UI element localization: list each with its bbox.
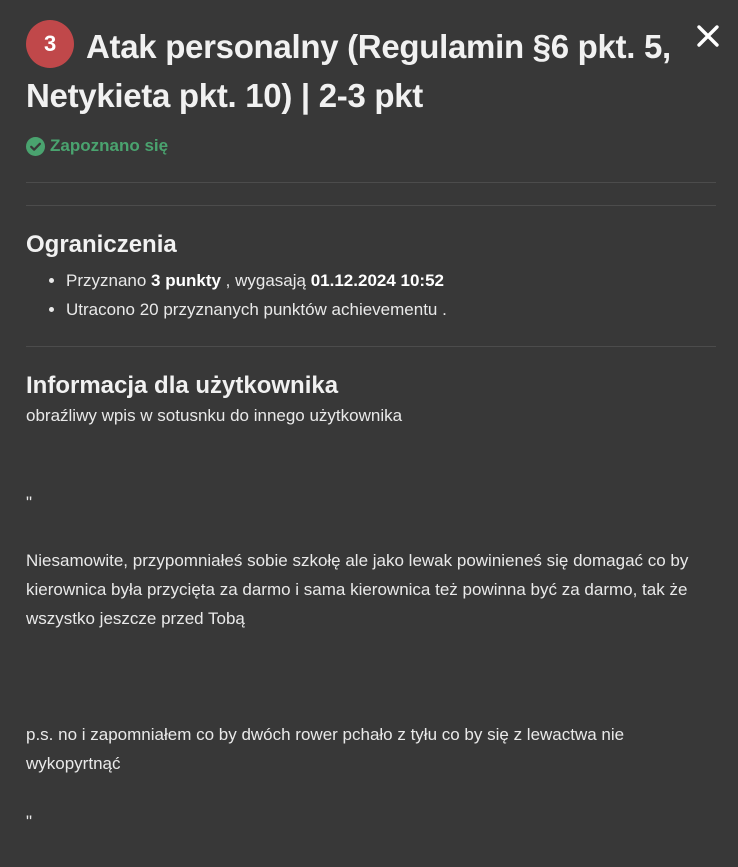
user-info-heading: Informacja dla użytkownika [26, 372, 339, 399]
restriction-points-value: 3 punkty [151, 271, 221, 290]
modal-title-text: Atak personalny (Regulamin §6 pkt. 5, Netykieta pkt. 10) | 2-3 pkt [26, 28, 671, 114]
message-line: Niesamowite, przypomniałeś sobie szkołę ale jako lewak powinieneś się domagać co by kierownica była przycięta za darmo i sama kierownica też powinna być za darmo, tak że wszystko jeszcze przed Tobą [26, 551, 689, 628]
message-line [26, 517, 716, 546]
message-line [26, 691, 716, 720]
modal-title [26, 22, 716, 120]
restrictions-section [26, 230, 716, 324]
divider [26, 205, 716, 206]
restriction-expiry-date: 01.12.2024 10:52 [310, 271, 445, 290]
acknowledged-label: Zapoznano się [50, 136, 169, 155]
restriction-points-prefix: Przyznano [66, 271, 152, 290]
message-line [26, 430, 716, 459]
divider [26, 182, 716, 183]
restriction-points-item [66, 266, 716, 295]
user-info-message [26, 401, 716, 836]
penalty-points-badge: 3 [26, 20, 74, 68]
restriction-achievement-item: • Utracono 20 przyznanych punktów achievementu . [66, 295, 716, 324]
acknowledged-status [26, 134, 716, 158]
user-info-section [26, 371, 716, 836]
close-button[interactable] [692, 20, 724, 52]
message-line: " [26, 812, 33, 831]
divider [26, 346, 716, 347]
restrictions-heading: Ograniczenia [26, 231, 177, 258]
message-line [26, 459, 716, 488]
message-line [26, 633, 716, 662]
close-icon [696, 24, 720, 48]
message-line [26, 662, 716, 691]
message-line: " [26, 493, 33, 512]
message-line: p.s. no i zapomniałem co by dwóch rower pchało z tyłu co by się z lewactwa nie wykopyrtnąć [26, 725, 625, 773]
check-circle-icon [26, 137, 45, 156]
restriction-expiry-label: , wygasają [220, 271, 311, 290]
restrictions-list [26, 266, 716, 324]
message-line: obraźliwy wpis w sotusnku do innego użytkownika [26, 406, 403, 425]
message-line [26, 778, 716, 807]
